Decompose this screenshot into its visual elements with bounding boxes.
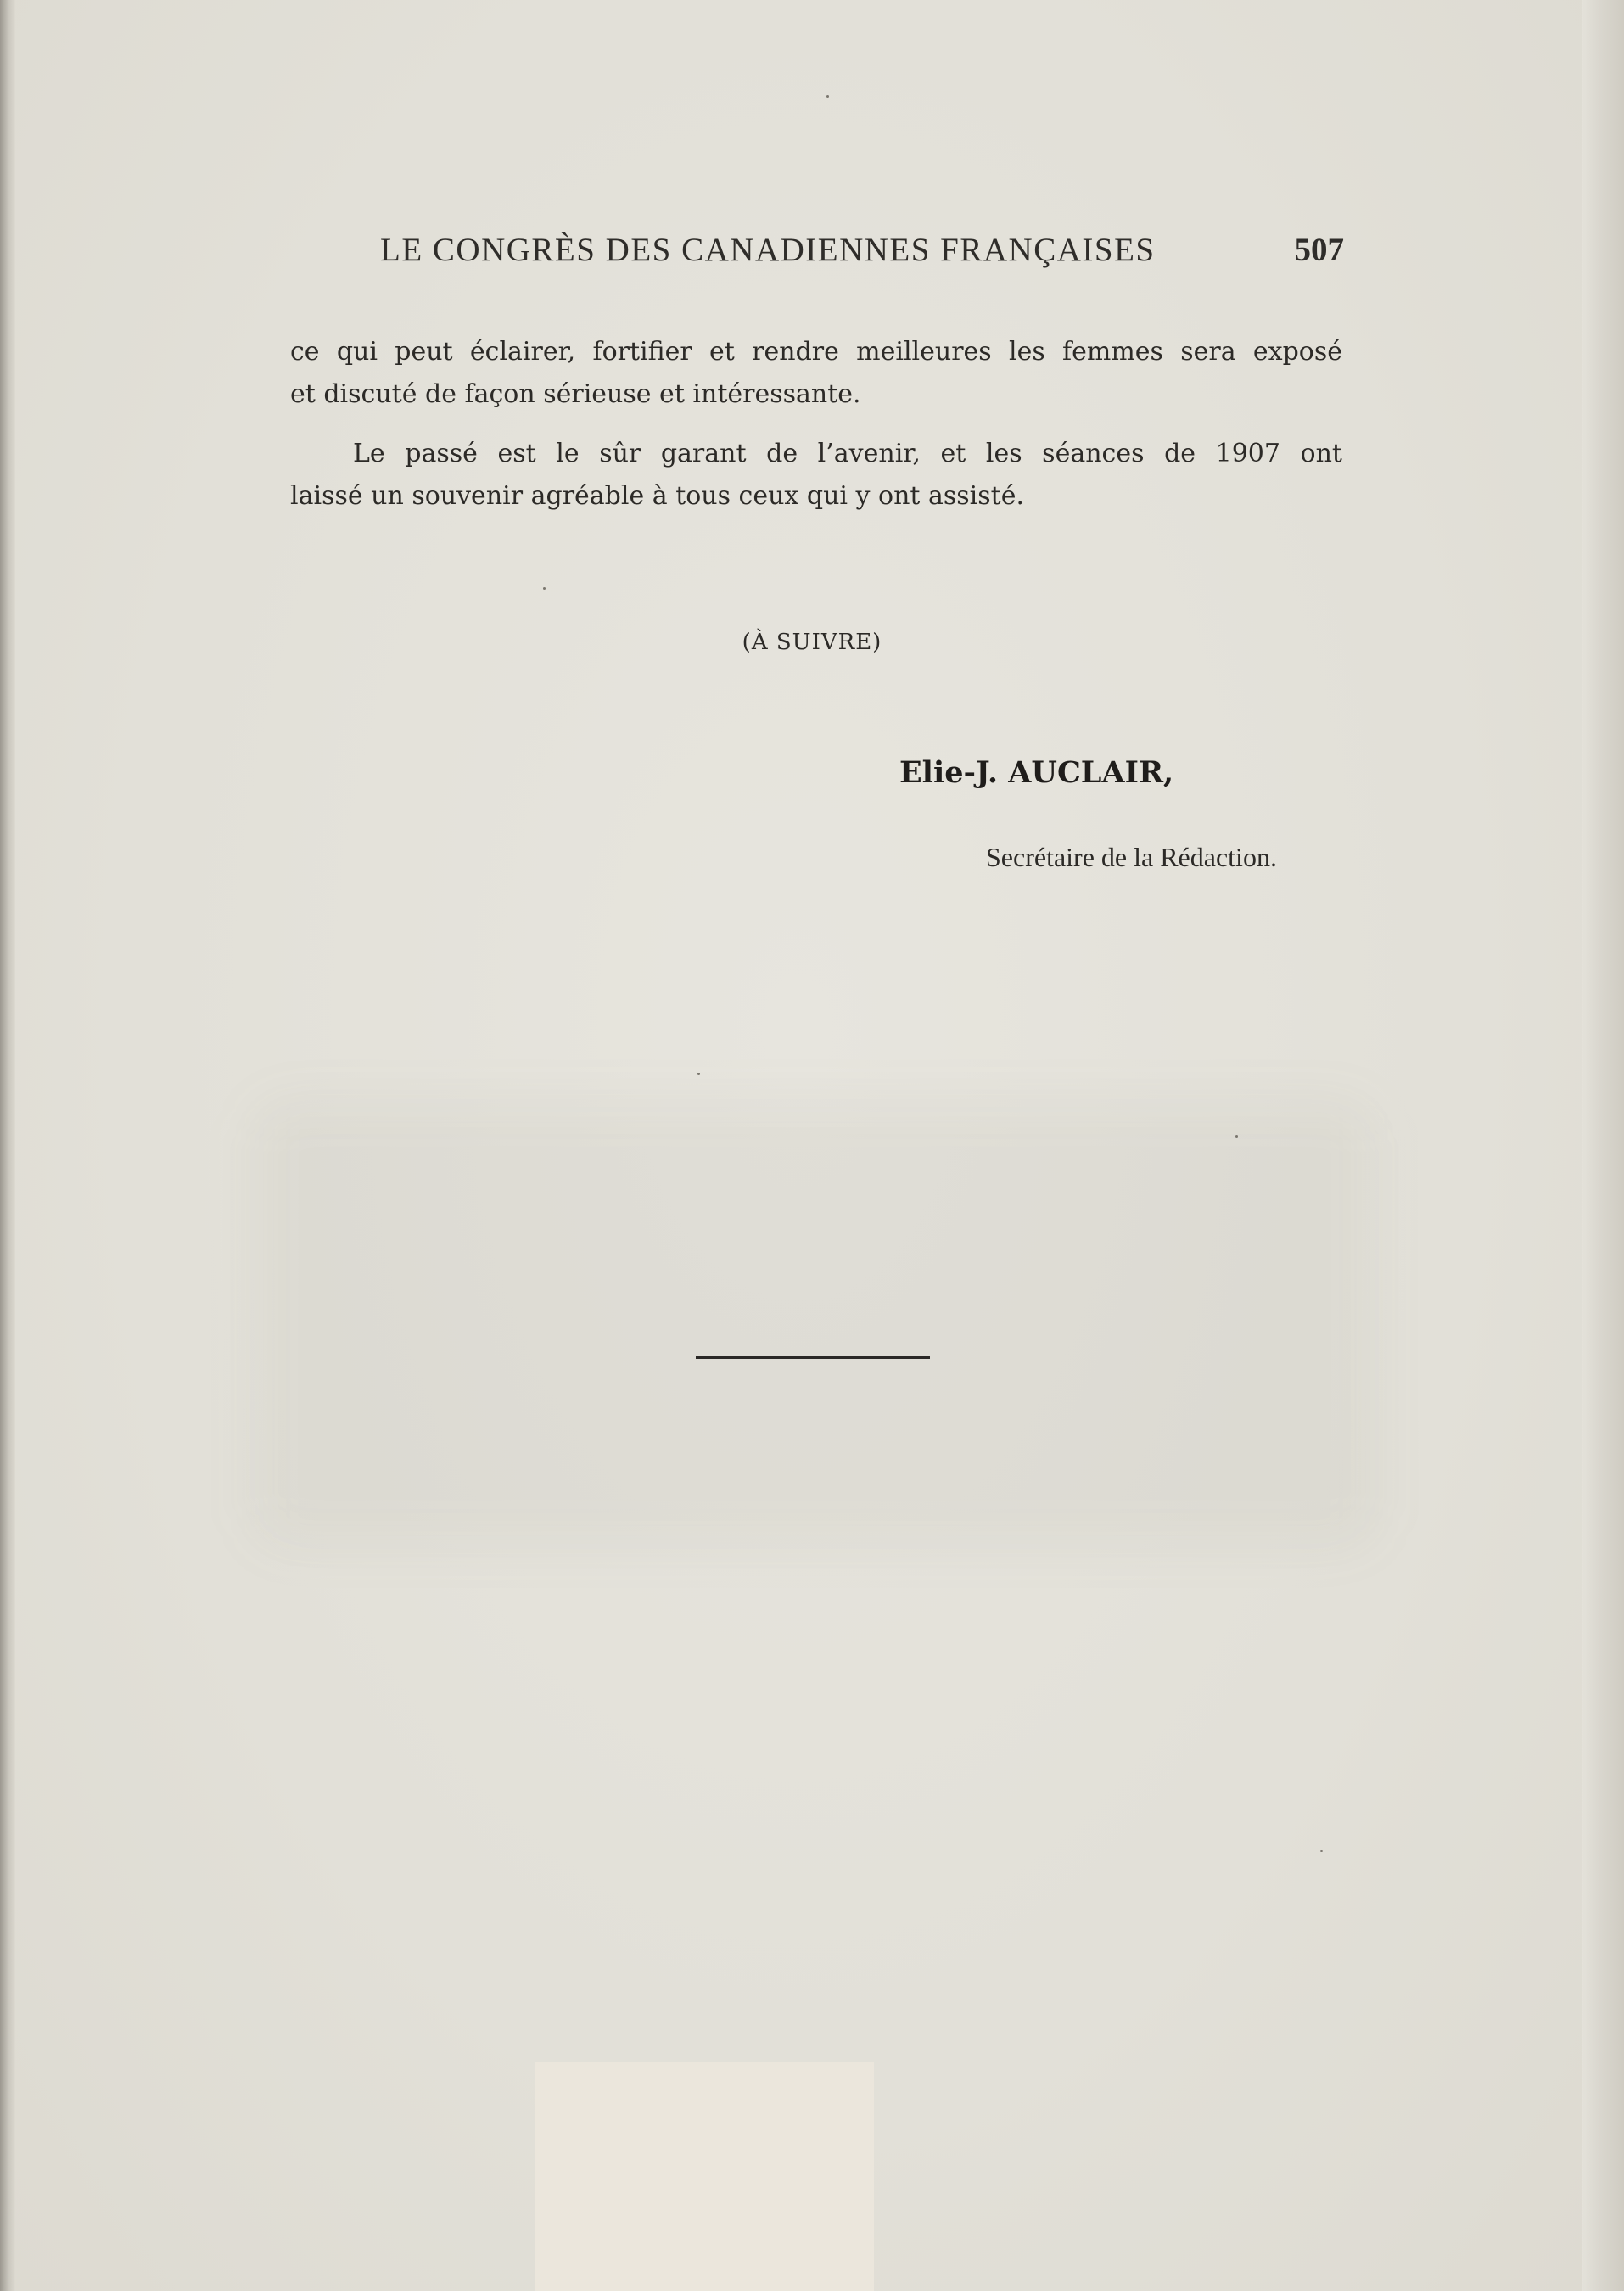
paragraph-1: [290, 331, 1342, 416]
paragraph-2-line-1: Le passé est le sûr garant de l’avenir, et les séances de 1907 ont: [353, 439, 1342, 468]
scan-left-edge: [0, 0, 15, 2291]
paragraph-2-line-2: laissé un souvenir agréable à tous ceux qui y ont assisté.: [290, 481, 1025, 511]
paragraph-1-line-2: et discuté de façon sérieuse et intéressante.: [290, 379, 861, 409]
paper-speck: [1320, 1850, 1323, 1852]
author-signature: Elie-J. AUCLAIR,: [899, 755, 1174, 790]
paper-speck: [826, 95, 829, 98]
page-number: 507: [1294, 232, 1344, 268]
author-role: Secrétaire de la Rédaction.: [986, 842, 1277, 872]
section-rule: [696, 1356, 930, 1359]
paragraph-1-line-1: ce qui peut éclairer, fortifier et rendre meilleures les femmes sera exposé: [290, 337, 1342, 367]
paper-speck: [697, 1073, 700, 1075]
show-through-shadow: [255, 1103, 1375, 1544]
running-title: LE CONGRÈS DES CANADIENNES FRANÇAISES: [380, 232, 1156, 268]
paper-speck: [543, 587, 546, 590]
paper-speck: [1235, 1135, 1238, 1138]
scan-right-edge: [1582, 0, 1624, 2291]
page-corner-patch: [535, 2062, 874, 2291]
running-header: [380, 231, 1344, 278]
continued-label: (À SUIVRE): [742, 630, 882, 655]
paragraph-2: [290, 433, 1342, 518]
